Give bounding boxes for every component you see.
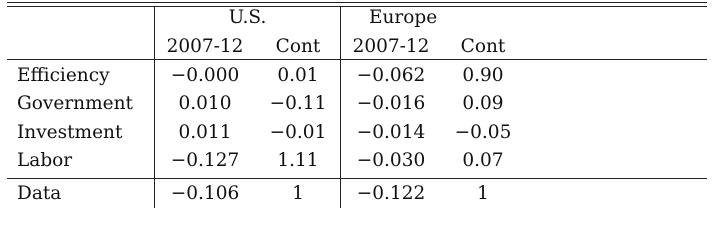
cell-value: 0.011 (178, 122, 232, 143)
row-label: Investment (17, 122, 123, 143)
cell-value: −0.01 (269, 122, 327, 143)
cell-value: −0.05 (454, 122, 512, 143)
subheader-eu-period: 2007-12 (352, 36, 430, 57)
cell-value: −0.106 (170, 183, 240, 204)
cell-value: 0.07 (462, 150, 504, 171)
row-label: Labor (17, 150, 73, 171)
group-header-us: U.S. (228, 7, 267, 28)
top-rule-2 (7, 6, 707, 7)
cell-value: −0.062 (356, 65, 426, 86)
group-header-europe: Europe (369, 7, 438, 28)
cell-value: −0.122 (356, 183, 426, 204)
row-label: Efficiency (17, 65, 110, 86)
cell-value: −0.000 (170, 65, 240, 86)
cell-value: 1 (292, 183, 304, 204)
cell-value: 0.01 (277, 65, 319, 86)
cell-value: 1 (477, 183, 489, 204)
cell-value: −0.11 (269, 93, 327, 114)
footer-rule (7, 178, 707, 179)
subheader-eu-cont: Cont (460, 36, 506, 57)
row-label: Government (17, 93, 133, 114)
row-label: Data (17, 183, 62, 204)
cell-value: 0.010 (178, 93, 232, 114)
cell-value: −0.127 (170, 150, 240, 171)
cell-value: −0.030 (356, 150, 426, 171)
cell-value: −0.016 (356, 93, 426, 114)
cell-value: 0.90 (462, 65, 504, 86)
cell-value: −0.014 (356, 122, 426, 143)
cell-value: 1.11 (277, 150, 319, 171)
top-rule-1 (7, 2, 707, 3)
subheader-us-period: 2007-12 (166, 36, 244, 57)
cell-value: 0.09 (462, 93, 504, 114)
subheader-us-cont: Cont (275, 36, 321, 57)
